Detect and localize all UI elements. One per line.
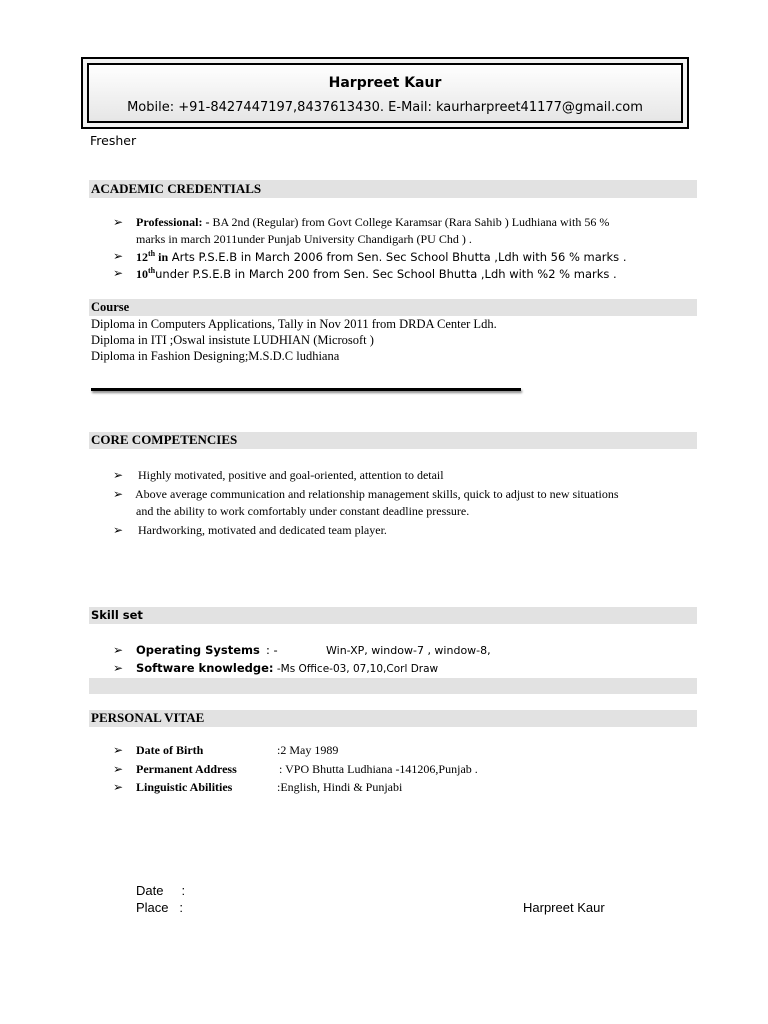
bullet-icon: ➢ [113, 523, 124, 537]
dob-value: :2 May 1989 [277, 743, 339, 757]
tenth-num: 10 [136, 267, 148, 281]
tenth-sup: th [148, 266, 156, 275]
contact-line: Mobile: +91-8427447197,8437613430. E-Mail: kaurharpreet41177@gmail.com [127, 100, 643, 115]
bullet-icon: ➢ [113, 215, 124, 229]
bullet-icon: ➢ [113, 266, 124, 280]
professional-label: Professional: - [136, 215, 210, 229]
tenth-line [136, 266, 617, 282]
languages-label: Linguistic Abilities [136, 780, 233, 794]
software-label: Software knowledge: [136, 661, 274, 675]
place-label: Place : [136, 900, 183, 915]
bullet-icon: ➢ [113, 743, 124, 757]
os-label: Operating Systems [136, 643, 260, 657]
course-band [89, 299, 697, 316]
os-value: Win-XP, window-7 , window-8, [326, 644, 491, 657]
skills-band [89, 607, 697, 624]
bullet-icon: ➢ [113, 643, 124, 657]
bullet-icon: ➢ [113, 468, 124, 482]
skills-title: Skill set [91, 608, 143, 622]
status-text: Fresher [90, 133, 137, 148]
software-line [136, 661, 438, 675]
dob-label: Date of Birth [136, 743, 204, 757]
course-title: Course [91, 300, 130, 314]
personal-title: PERSONAL VITAE [91, 710, 205, 725]
course-item-1: Diploma in Computers Applications, Tally in Nov 2011 from DRDA Center Ldh. [91, 317, 497, 331]
software-value: -Ms Office-03, 07,10,Corl Draw [273, 663, 439, 675]
signature-name: Harpreet Kaur [523, 900, 605, 915]
header-box [81, 57, 689, 129]
professional-line-2: marks in march 2011under Punjab University Chandigarh (PU Chd ) . [136, 232, 472, 246]
competency-2-line-2: and the ability to work comfortably under constant deadline pressure. [136, 504, 470, 518]
skills-empty-band [89, 678, 697, 694]
course-item-3: Diploma in Fashion Designing;M.S.D.C ludhiana [91, 349, 340, 363]
professional-text: BA 2nd (Regular) from Govt College Karamsar (Rara Sahib ) Ludhiana with 56 % [209, 215, 610, 229]
competency-2: Above average communication and relationship management skills, quick to adjust to new situations [135, 487, 619, 501]
bullet-icon: ➢ [113, 487, 124, 501]
twelfth-in: in [155, 250, 169, 264]
competency-1: Highly motivated, positive and goal-oriented, attention to detail [138, 468, 444, 482]
header-inner [87, 63, 683, 123]
twelfth-sup: th [148, 249, 156, 258]
languages-value: :English, Hindi & Punjabi [277, 780, 403, 794]
tenth-text: under P.S.E.B in March 200 from Sen. Sec School Bhutta ,Ldh with %2 % marks . [155, 267, 617, 281]
competencies-title: CORE COMPETENCIES [91, 432, 238, 447]
twelfth-num: 12 [136, 250, 148, 264]
os-sep: : - [266, 643, 278, 657]
bullet-icon: ➢ [113, 249, 124, 263]
section-divider [91, 388, 521, 391]
academic-title: ACADEMIC CREDENTIALS [91, 181, 262, 196]
bullet-icon: ➢ [113, 780, 124, 794]
bullet-icon: ➢ [113, 661, 124, 675]
address-label: Permanent Address [136, 762, 237, 776]
twelfth-line [136, 249, 626, 265]
competency-3: Hardworking, motivated and dedicated team player. [138, 523, 387, 537]
course-item-2: Diploma in ITI ;Oswal insistute LUDHIAN (Microsoft ) [91, 333, 374, 347]
bullet-icon: ➢ [113, 762, 124, 776]
twelfth-text: Arts P.S.E.B in March 2006 from Sen. Sec School Bhutta ,Ldh with 56 % marks . [168, 250, 627, 264]
address-value: : VPO Bhutta Ludhiana -141206,Punjab . [279, 762, 478, 776]
candidate-name: Harpreet Kaur [328, 75, 442, 91]
date-label: Date : [136, 883, 186, 898]
professional-line [136, 215, 609, 230]
